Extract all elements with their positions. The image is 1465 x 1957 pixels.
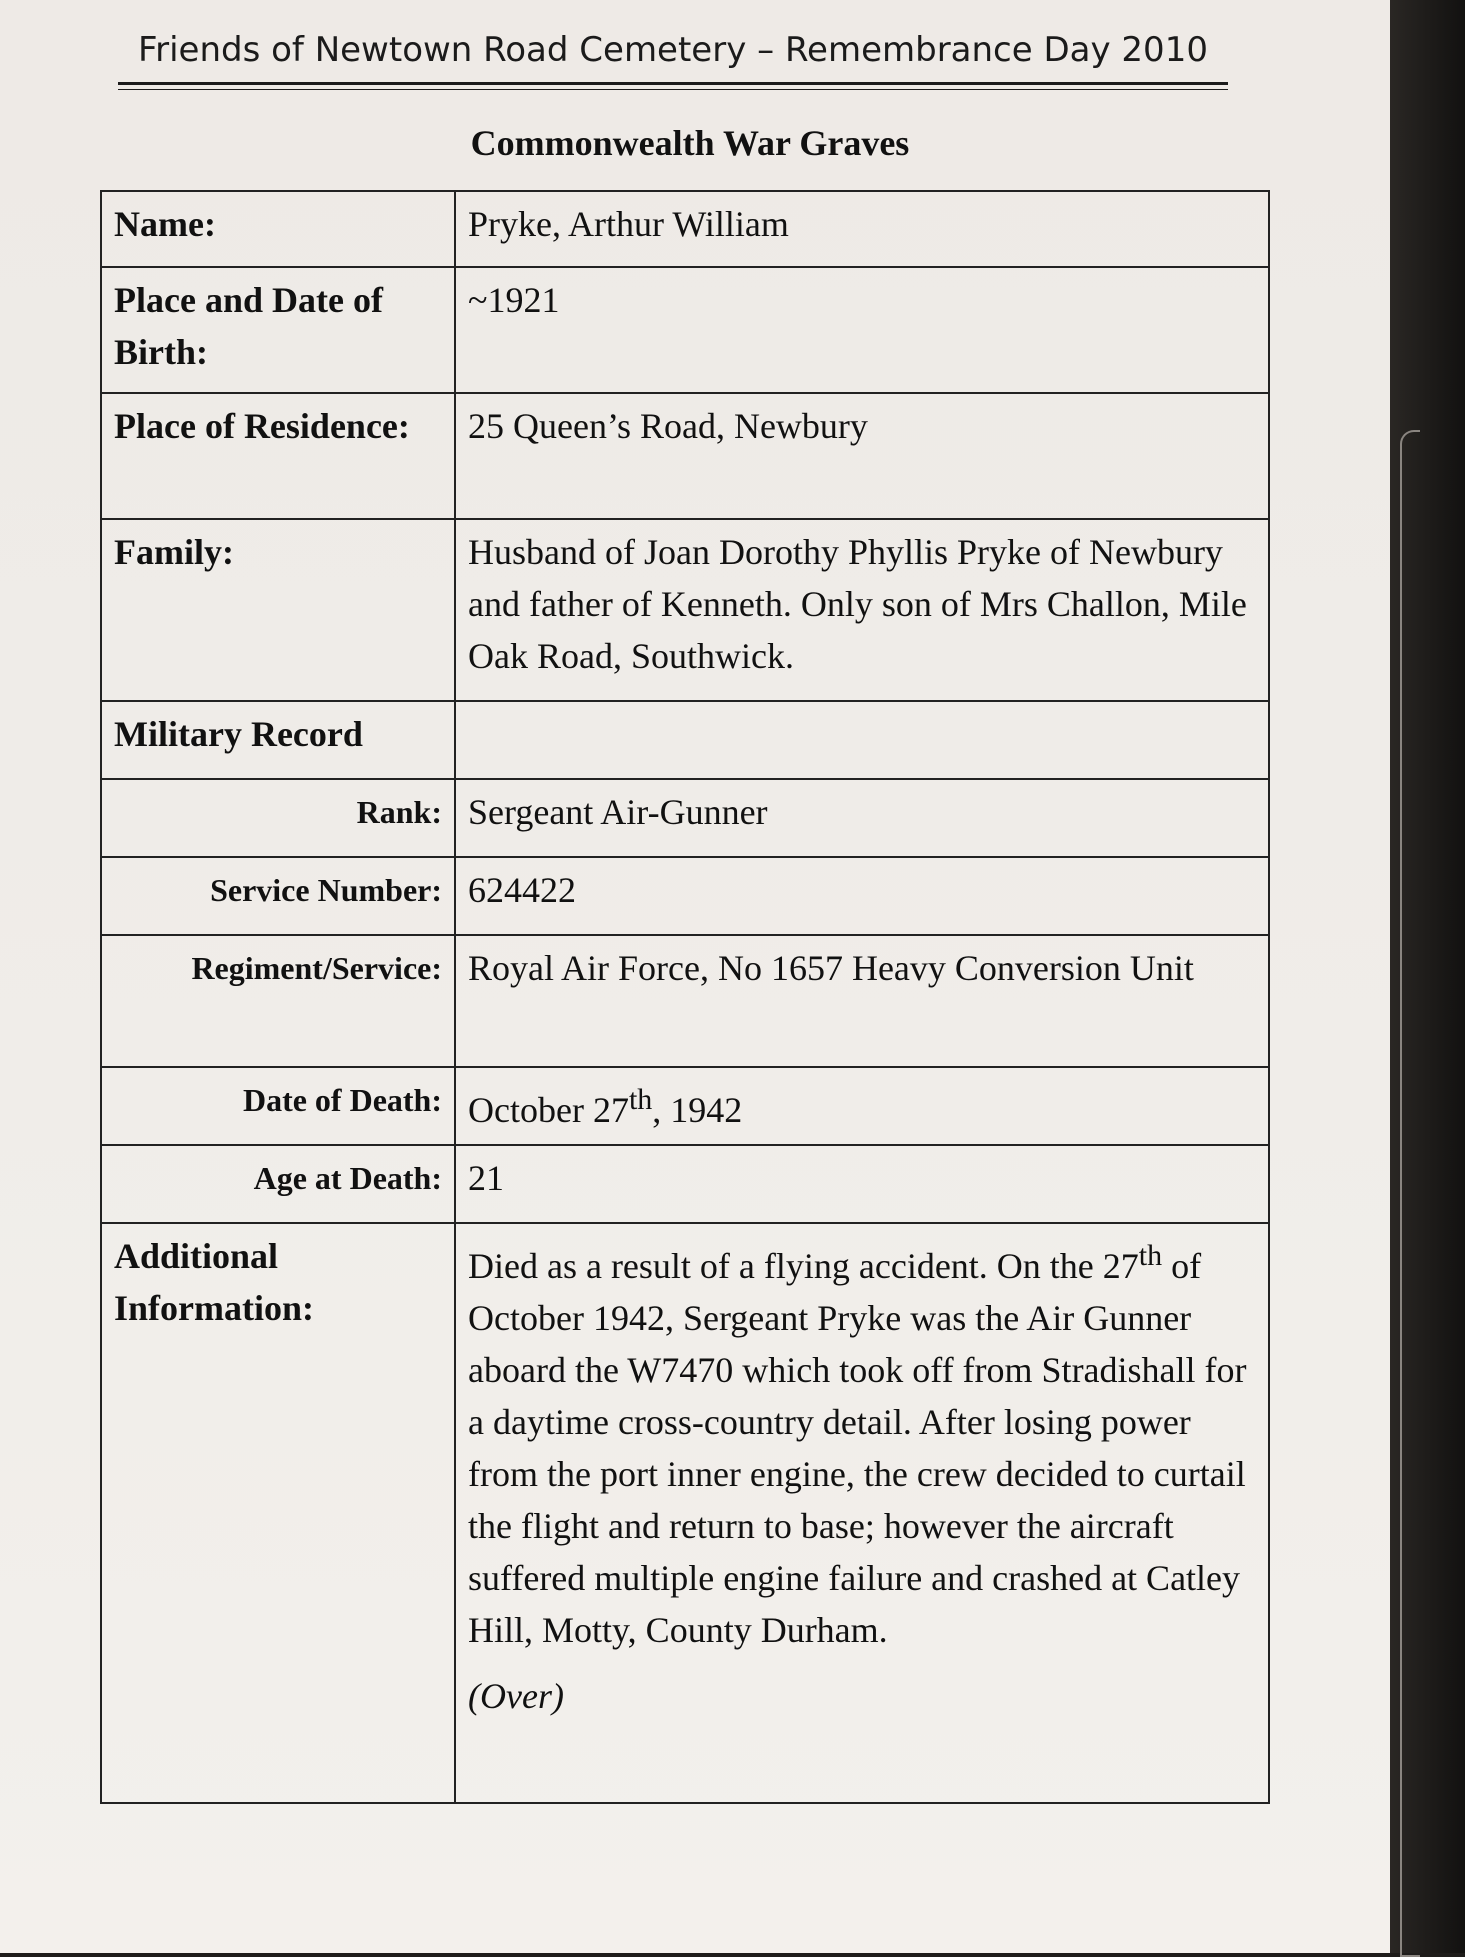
page-title: Commonwealth War Graves (470, 123, 910, 163)
name-value: Pryke, Arthur William (455, 191, 1269, 267)
table-row (101, 779, 1269, 857)
residence-value: 25 Queen’s Road, Newbury (455, 393, 1269, 519)
service-number-value: 624422 (455, 857, 1269, 935)
header-rule-thin (118, 89, 1228, 90)
military-record-label: Military Record (101, 701, 455, 779)
age-at-death-label: Age at Death: (101, 1145, 455, 1223)
rank-label: Rank: (101, 779, 455, 857)
name-label: Name: (101, 191, 455, 267)
family-label: Family: (101, 519, 455, 701)
table-row (101, 191, 1269, 267)
table-row (101, 1145, 1269, 1223)
table-row (101, 393, 1269, 519)
table-row (101, 267, 1269, 393)
regiment-value: Royal Air Force, No 1657 Heavy Conversion Unit (455, 935, 1269, 1067)
rank-value: Sergeant Air-Gunner (455, 779, 1269, 857)
regiment-label: Regiment/Service: (101, 935, 455, 1067)
age-at-death-value: 21 (455, 1145, 1269, 1223)
table-row (101, 935, 1269, 1067)
record-table (100, 190, 1270, 1804)
over-note: (Over) (468, 1676, 564, 1716)
date-of-death-label: Date of Death: (101, 1067, 455, 1145)
family-value: Husband of Joan Dorothy Phyllis Pryke of Newbury and father of Kenneth. Only son of Mrs Challon, Mile Oak Road, Southwick. (455, 519, 1269, 701)
table-row (101, 701, 1269, 779)
birth-value: ~1921 (455, 267, 1269, 393)
header-rule (118, 82, 1228, 85)
residence-label: Place of Residence: (101, 393, 455, 519)
table-row (101, 857, 1269, 935)
additional-info-value: Died as a result of a flying accident. On the 27th of October 1942, Sergeant Pryke was the Air Gunner aboard the W7470 which took off from Stradishall for a daytime cross-country detail. After losing power from the port inner engine, the crew decided to curtail the flight and return to base; however the aircraft suffered multiple engine failure and crashed at Catley Hill, Motty, County Durham. (Over) (455, 1223, 1269, 1803)
military-record-value (455, 701, 1269, 779)
table-row (101, 1067, 1269, 1145)
birth-label: Place and Date of Birth: (101, 267, 455, 393)
binder-edge (1400, 430, 1420, 1957)
page-header: Friends of Newtown Road Cemetery – Remembrance Day 2010 (138, 30, 1208, 70)
date-of-death-value: October 27th, 1942 (455, 1067, 1269, 1145)
additional-info-label: Additional Information: (101, 1223, 455, 1803)
service-number-label: Service Number: (101, 857, 455, 935)
table-row (101, 519, 1269, 701)
table-row (101, 1223, 1269, 1803)
